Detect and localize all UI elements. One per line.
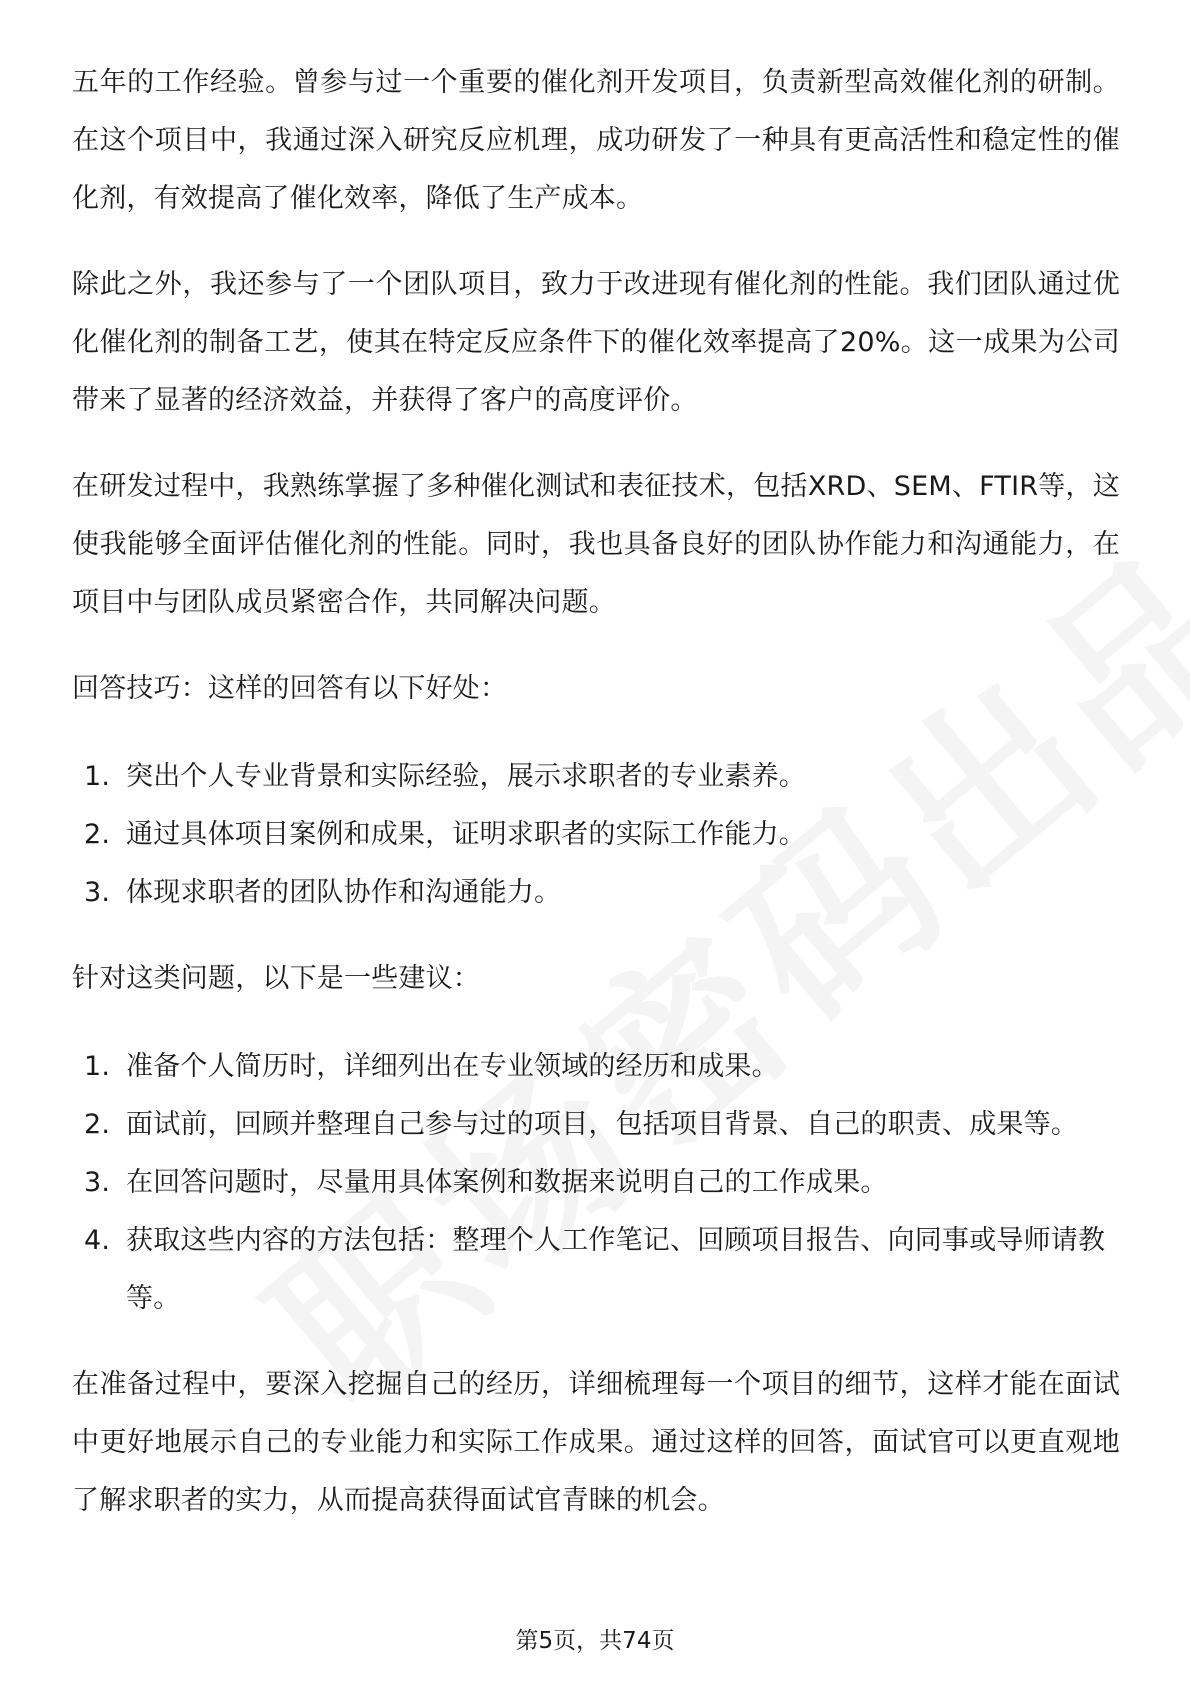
list-text: 体现求职者的团队协作和沟通能力。 (126, 877, 562, 908)
list-number: 2. (84, 1109, 111, 1140)
page-number-footer: 第5页，共74页 (515, 1628, 675, 1654)
list-text: 通过具体项目案例和成果，证明求职者的实际工作能力。 (126, 819, 806, 850)
list-text: 准备个人简历时，详细列出在专业领域的经历和成果。 (126, 1051, 779, 1082)
advice-heading: 针对这类问题，以下是一些建议： (72, 963, 480, 994)
list-item (72, 1154, 1120, 1212)
list-number: 1. (84, 761, 111, 792)
closing-paragraph: 在准备过程中，要深入挖掘自己的经历，详细梳理每一个项目的细节，这样才能在面试中更好地展示自己的专业能力和实际工作成果。通过这样的回答，面试官可以更直观地了解求职者的实力，从而提高获得面试官青睐的机会。 (72, 1369, 1120, 1516)
advice-list (72, 1038, 1120, 1328)
list-item (72, 1212, 1120, 1328)
list-item (72, 1038, 1120, 1096)
list-item (72, 806, 1120, 864)
list-number: 2. (84, 819, 111, 850)
paragraph-experience: 五年的工作经验。曾参与过一个重要的催化剂开发项目，负责新型高效催化剂的研制。在这个项目中，我通过深入研究反应机理，成功研发了一种具有更高活性和稳定性的催化剂，有效提高了催化效率，降低了生产成本。 (72, 67, 1120, 214)
tips-heading: 回答技巧：这样的回答有以下好处： (72, 673, 508, 704)
list-number: 3. (84, 877, 111, 908)
list-item (72, 864, 1120, 922)
list-text: 获取这些内容的方法包括：整理个人工作笔记、回顾项目报告、向同事或导师请教等。 (126, 1225, 1106, 1314)
list-number: 1. (84, 1051, 111, 1082)
list-text: 突出个人专业背景和实际经验，展示求职者的专业素养。 (126, 761, 806, 792)
paragraph-skills: 在研发过程中，我熟练掌握了多种催化测试和表征技术，包括XRD、SEM、FTIR等，这使我能够全面评估催化剂的性能。同时，我也具备良好的团队协作能力和沟通能力，在项目中与团队成员紧密合作，共同解决问题。 (72, 471, 1120, 618)
list-item (72, 1096, 1120, 1154)
page-content (72, 54, 1120, 1558)
paragraph-team-project: 除此之外，我还参与了一个团队项目，致力于改进现有催化剂的性能。我们团队通过优化催化剂的制备工艺，使其在特定反应条件下的催化效率提高了20%。这一成果为公司带来了显著的经济效益，并获得了客户的高度评价。 (72, 269, 1120, 416)
list-number: 3. (84, 1167, 111, 1198)
list-number: 4. (84, 1225, 111, 1256)
tips-list (72, 748, 1120, 922)
list-text: 在回答问题时，尽量用具体案例和数据来说明自己的工作成果。 (126, 1167, 888, 1198)
list-text: 面试前，回顾并整理自己参与过的项目，包括项目背景、自己的职责、成果等。 (126, 1109, 1078, 1140)
list-item (72, 748, 1120, 806)
